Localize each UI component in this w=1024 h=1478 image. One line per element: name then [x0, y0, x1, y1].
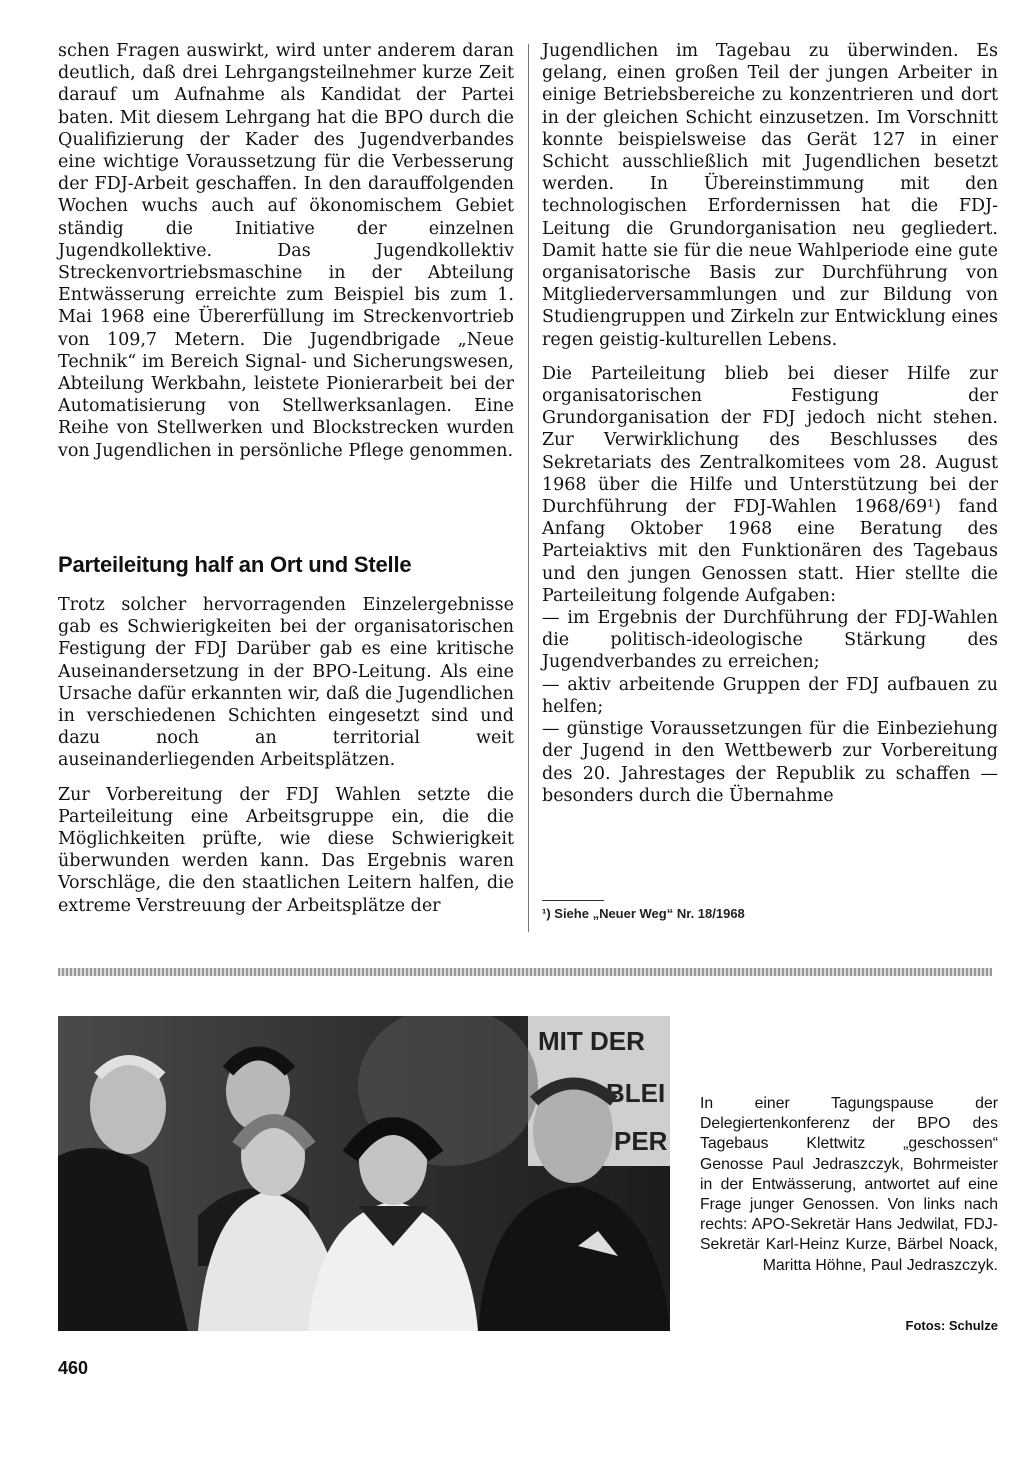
footnote-divider [542, 900, 604, 901]
paragraph: schen Fragen auswirkt, wird unter anderem daran deutlich, daß drei Lehrgangsteilnehmer kurze Zeit darauf um Aufnahme als Kandidat der Partei baten. Mit diesem Lehrgang hat die BPO durch die Qualifizierung der Kader des Jugendverbandes eine wichtige Voraussetzung für die Verbesserung der FDJ-Arbeit geschaffen. In den darauffolgenden Wochen wuchs auch auf ökonomischem Gebiet ständig die Initiative der einzelnen Jugendkollektive. Das Jugendkollektiv Streckenvortriebsmaschine in der Abteilung Entwässerung erreichte zum Beispiel bis zum 1. Mai 1968 eine Übererfüllung im Streckenvortrieb von 109,7 Metern. Die Jugendbrigade „Neue Technik“ im Bereich Signal- und Sicherungswesen, Abteilung Werkbahn, leistete Pionierarbeit bei der Automatisierung von Stellwerksanlagen. Eine Reihe von Stellwerken und Blockstrecken wurden von Jugendlichen in persönliche Pflege genommen. [58, 41, 514, 461]
list-item: — aktiv arbeitende Gruppen der FDJ aufbauen zu helfen; [542, 674, 998, 717]
list-item: — günstige Voraussetzungen für die Einbeziehung der Jugend in den Wettbewerb zur Vorbereitung des 20. Jahrestages der Republik zu schaffen — besonders durch die Übernahme [542, 719, 998, 806]
left-column [58, 40, 514, 462]
photo-credit: Fotos: Schulze [905, 1318, 998, 1333]
paragraph: Zur Vorbereitung der FDJ Wahlen setzte die Parteileitung eine Arbeitsgruppe ein, die die Möglichkeiten prüfte, wie diese Schwierigkeit überwunden werden kann. Das Ergebnis waren Vorschläge, die den staatlichen Leitern halfen, die extreme Verstreuung der Arbeitsplätze der [58, 784, 514, 916]
page-number: 460 [58, 1358, 89, 1378]
photo-caption: In einer Tagungspause der Delegiertenkonferenz der BPO des Tagebaus Klettwitz „geschossen“ Genosse Paul Jedraszczyk, Bohrmeister in der Entwässerung, antwortet auf eine Frage junger Genossen. Von links nach rechts: APO-Sekretär Hans Jedwilat, FDJ-Sekretär Karl-Heinz Kurze, Bärbel Noack, Maritta Höhne, Paul Jedraszczyk. [700, 1095, 998, 1274]
photo-illustration [58, 1016, 670, 1331]
paragraph: Jugendlichen im Tagebau zu überwinden. Es gelang, einen großen Teil der jungen Arbeiter in einige Betriebsbereiche zu konzentrieren und dort in der gleichen Schicht einzusetzen. Im Vorschnitt konnte beispielsweise das Gerät 127 in einer Schicht ausschließlich mit Jugendlichen besetzt werden. In Übereinstimmung mit den technologischen Erfordernissen hat die FDJ-Leitung die Grundorganisation neu gegliedert. Damit hatte sie für die neue Wahlperiode eine gute organisatorische Basis zur Durchführung von Mitgliederversammlungen und zur Bildung von Studiengruppen und Zirkeln zur Entwicklung eines regen geistig-kulturellen Lebens. [542, 41, 998, 350]
paragraph: Trotz solcher hervorragenden Einzelergebnisse gab es Schwierigkeiten bei der organisatorischen Festigung der FDJ Darüber gab es eine kritische Auseinandersetzung in der BPO-Leitung. Als eine Ursache dafür erkannten wir, daß die Jugendlichen in verschiedenen Schichten eingesetzt sind und dazu noch an territorial weit auseinanderliegenden Arbeitsplätzen. [58, 595, 514, 771]
right-column [542, 40, 998, 807]
list-item: — im Ergebnis der Durchführung der FDJ-Wahlen die politisch-ideologische Stärkung des Jugendverbandes zu erreichen; [542, 608, 998, 673]
section-heading: Parteileitung half an Ort und Stelle [58, 552, 412, 577]
left-column-lower [58, 594, 514, 917]
paragraph: Die Parteileitung blieb bei dieser Hilfe zur organisatorischen Festigung der Grundorganisation der FDJ jedoch nicht stehen. Zur Verwirklichung des Beschlusses des Sekretariats des Zentralkomitees vom 28. August 1968 über die Hilfe und Unterstützung bei der Durchführung der FDJ-Wahlen 1968/69¹) fand Anfang Oktober 1968 eine Beratung des Parteiaktivs mit den Funktionären des Tagebaus und den jungen Genossen statt. Hier stellte die Parteileitung folgende Aufgaben: [542, 363, 998, 606]
halftone-band [58, 968, 992, 976]
column-divider [528, 44, 529, 932]
banner-text-3: PER [614, 1126, 668, 1156]
banner-text-2: BLEI [606, 1078, 666, 1108]
footnote: ¹) Siehe „Neuer Weg“ Nr. 18/1968 [542, 906, 745, 921]
photograph [58, 1016, 670, 1331]
banner-text-1: MIT DER [538, 1026, 645, 1056]
